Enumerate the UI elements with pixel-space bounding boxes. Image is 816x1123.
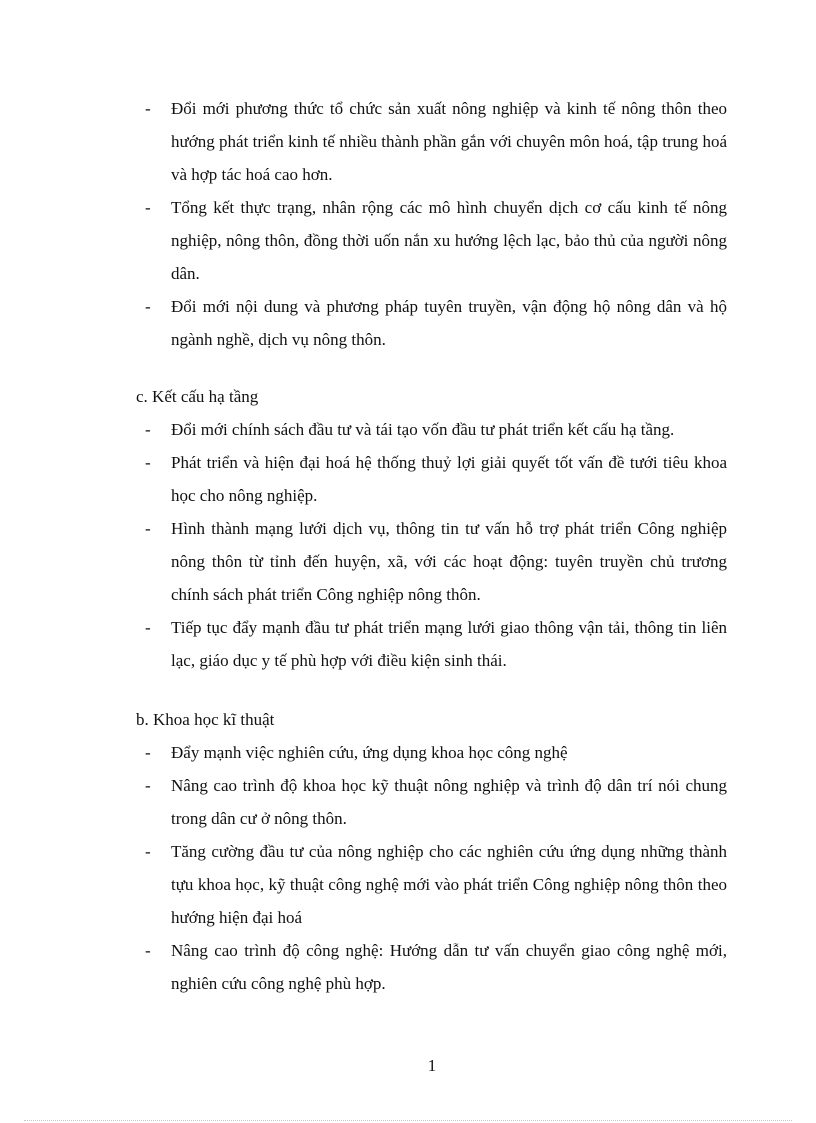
- list-item-text: Đổi mới chính sách đầu tư và tái tạo vốn đầu tư phát triển kết cấu hạ tầng.: [171, 420, 675, 439]
- list-item: [0, 191, 816, 290]
- section-b-list: [0, 736, 816, 1000]
- list-item-text: Phát triển và hiện đại hoá hệ thống thuỷ lợi giải quyết tốt vấn đề tưới tiêu khoa học cho nông nghiệp.: [171, 453, 727, 505]
- list-item: [0, 736, 816, 769]
- dash-bullet: -: [145, 198, 151, 217]
- list-item-text: Tăng cường đầu tư của nông nghiệp cho các nghiên cứu ứng dụng những thành tựu khoa học, kỹ thuật công nghệ mới vào phát triển Công nghiệp nông thôn theo hướng hiện đại hoá: [171, 842, 727, 927]
- dash-bullet: -: [145, 776, 151, 795]
- dash-bullet: -: [145, 941, 151, 960]
- dash-bullet: -: [145, 453, 151, 472]
- list-item: [0, 446, 816, 512]
- section-c-list: [0, 413, 816, 677]
- list-item-text: Đẩy mạnh việc nghiên cứu, ứng dụng khoa học công nghệ: [171, 743, 568, 762]
- list-item-text: Đổi mới phương thức tổ chức sản xuất nông nghiệp và kinh tế nông thôn theo hướng phát triển kinh tế nhiều thành phần gắn với chuyên môn hoá, tập trung hoá và hợp tác hoá cao hơn.: [171, 99, 727, 184]
- list-item: [0, 512, 816, 611]
- list-item: [0, 769, 816, 835]
- section-heading-infrastructure: c. Kết cấu hạ tầng: [136, 387, 259, 406]
- list-item: [0, 92, 816, 191]
- dash-bullet: -: [145, 519, 151, 538]
- page-bottom-edge: [24, 1120, 792, 1121]
- list-item-text: Đổi mới nội dung và phương pháp tuyên truyền, vận động hộ nông dân và hộ ngành nghề, dịch vụ nông thôn.: [171, 297, 727, 349]
- list-item-text: Hình thành mạng lưới dịch vụ, thông tin tư vấn hỗ trợ phát triển Công nghiệp nông thôn từ tỉnh đến huyện, xã, với các hoạt động: tuyên truyền chủ trương chính sách phát triển Công nghiệp nông thôn.: [171, 519, 727, 604]
- dash-bullet: -: [145, 420, 151, 439]
- list-item-text: Nâng cao trình độ công nghệ: Hướng dẫn tư vấn chuyển giao công nghệ mới, nghiên cứu công nghệ phù hợp.: [171, 941, 727, 993]
- list-item: [0, 934, 816, 1000]
- dash-bullet: -: [145, 297, 151, 316]
- section-heading-science-technology: b. Khoa học kĩ thuật: [136, 710, 275, 729]
- list-item: [0, 413, 816, 446]
- dash-bullet: -: [145, 99, 151, 118]
- dash-bullet: -: [145, 618, 151, 637]
- list-item-text: Tiếp tục đẩy mạnh đầu tư phát triển mạng lưới giao thông vận tải, thông tin liên lạc, giáo dục y tế phù hợp với điều kiện sinh thái.: [171, 618, 727, 670]
- list-item-text: Nâng cao trình độ khoa học kỹ thuật nông nghiệp và trình độ dân trí nói chung trong dân cư ở nông thôn.: [171, 776, 727, 828]
- page-number: 1: [427, 1056, 437, 1075]
- list-item: [0, 835, 816, 934]
- list-item-text: Tổng kết thực trạng, nhân rộng các mô hình chuyển dịch cơ cấu kinh tế nông nghiệp, nông thôn, đồng thời uốn nắn xu hướng lệch lạc, bảo thủ của người nông dân.: [171, 198, 727, 283]
- section-a-list: [0, 92, 816, 356]
- list-item: [0, 611, 816, 677]
- dash-bullet: -: [145, 842, 151, 861]
- dash-bullet: -: [145, 743, 151, 762]
- list-item: [0, 290, 816, 356]
